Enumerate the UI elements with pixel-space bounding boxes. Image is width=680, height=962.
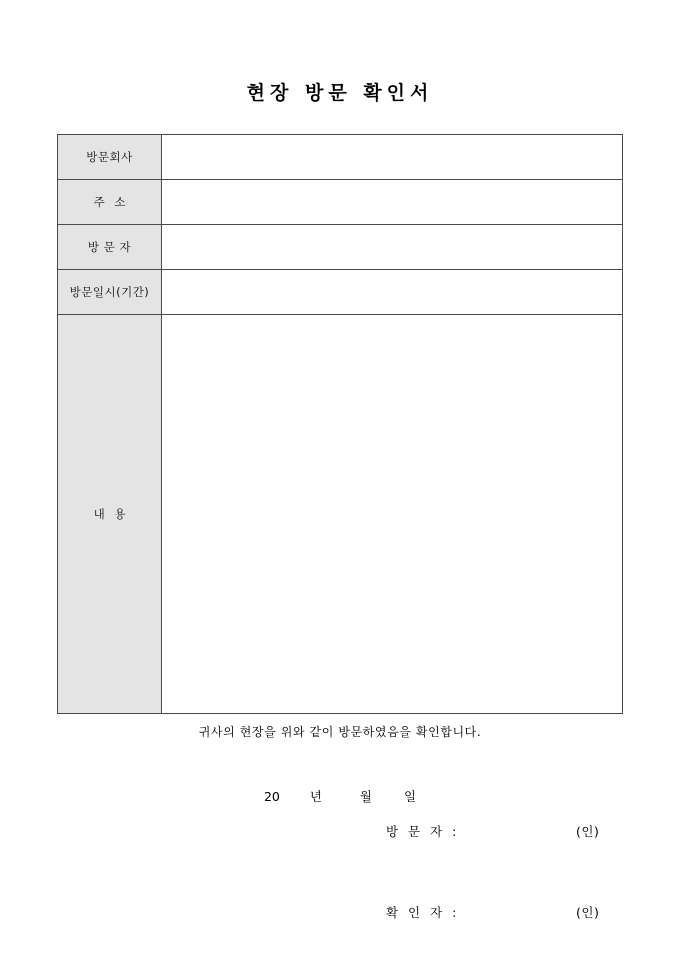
row-value-address[interactable]	[162, 180, 623, 225]
confirmation-statement: 귀사의 현장을 위와 같이 방문하였음을 확인합니다.	[198, 725, 482, 739]
row-label-address-text: 주 소	[93, 195, 129, 209]
row-value-content[interactable]	[162, 315, 623, 714]
visit-confirmation-table	[57, 134, 623, 714]
table-row-visit-datetime	[58, 270, 623, 315]
date-year-prefix: 20	[263, 789, 280, 804]
row-value-company[interactable]	[162, 135, 623, 180]
table-row-company	[58, 135, 623, 180]
signature-seal-confirmer: (인)	[576, 905, 600, 920]
signature-label-visitor: 방 문 자 :	[386, 824, 460, 839]
signature-row-visitor	[0, 822, 680, 862]
date-line	[0, 787, 680, 805]
row-label-visitor	[58, 225, 162, 270]
row-label-content-text: 내 용	[93, 507, 129, 521]
row-label-visit-datetime-text: 방문일시(기간)	[69, 285, 150, 299]
date-month-unit: 월	[359, 789, 372, 804]
date-day-unit: 일	[403, 789, 417, 804]
signature-row-confirmer	[0, 903, 680, 943]
row-label-content	[58, 315, 162, 714]
row-value-visitor[interactable]	[162, 225, 623, 270]
row-label-company	[58, 135, 162, 180]
row-value-visit-datetime[interactable]	[162, 270, 623, 315]
table-row-content	[58, 315, 623, 714]
row-label-visitor-text: 방 문 자	[87, 240, 132, 254]
signature-seal-visitor: (인)	[576, 824, 600, 839]
page-title: 현장 방문 확인서	[246, 82, 434, 104]
date-year-unit: 년	[309, 789, 322, 804]
row-label-visit-datetime	[58, 270, 162, 315]
signature-label-confirmer: 확 인 자 :	[386, 905, 460, 920]
table-row-visitor	[58, 225, 623, 270]
table-row-address	[58, 180, 623, 225]
row-label-address	[58, 180, 162, 225]
row-label-company-text: 방문회사	[86, 150, 133, 164]
